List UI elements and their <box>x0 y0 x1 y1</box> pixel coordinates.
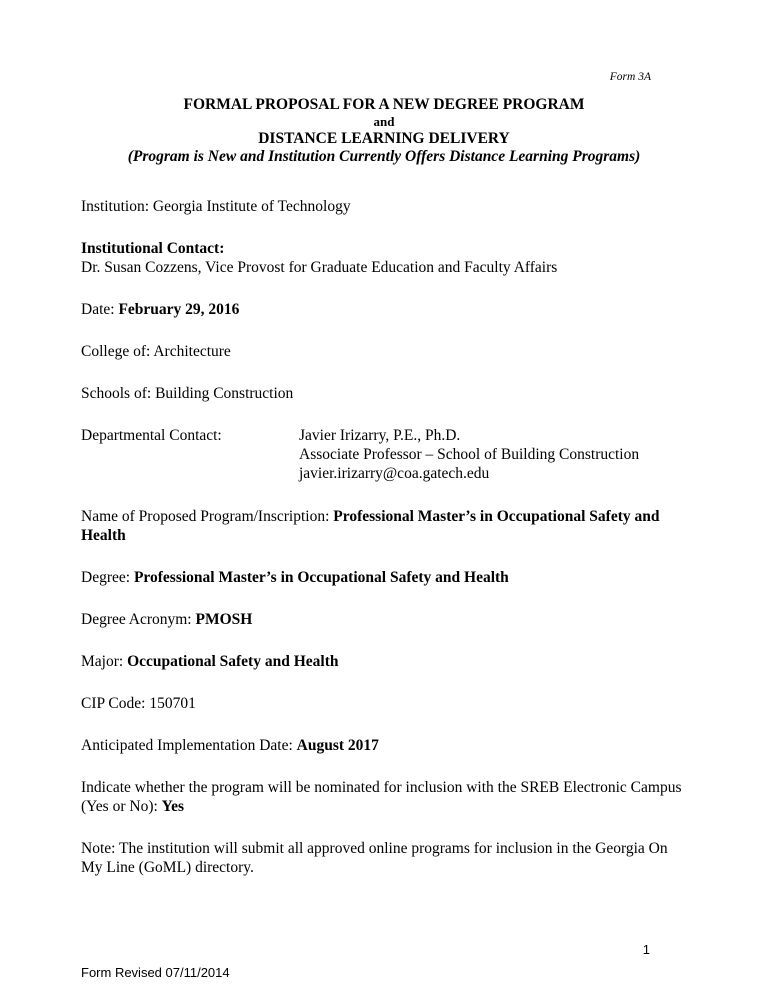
major-label: Major: <box>81 653 124 670</box>
cip-label: CIP Code: <box>81 695 146 712</box>
cip-field <box>81 694 681 713</box>
program-name-value-line1: Professional Master’s in Occupational Safety and <box>333 508 660 525</box>
departmental-contact-email: javier.irizarry@coa.gatech.edu <box>299 465 490 482</box>
date-field <box>81 300 681 319</box>
implementation-label: Anticipated Implementation Date: <box>81 737 293 754</box>
degree-field <box>81 568 681 587</box>
degree-label: Degree: <box>81 569 131 586</box>
title-line-2: and <box>373 114 395 129</box>
institutional-contact-label: Institutional Contact: <box>81 240 225 257</box>
implementation-field <box>81 736 681 755</box>
major-field <box>81 652 681 671</box>
institution-field <box>81 197 681 216</box>
degree-value: Professional Master’s in Occupational Safety and Health <box>133 569 509 586</box>
date-label: Date: <box>81 301 115 318</box>
major-value: Occupational Safety and Health <box>127 653 339 670</box>
schools-value: Building Construction <box>155 385 294 402</box>
institution-label: Institution: <box>81 198 150 215</box>
page-number: 1 <box>642 942 650 957</box>
institution-value: Georgia Institute of Technology <box>152 198 351 215</box>
program-name-value-line2: Health <box>81 527 126 544</box>
acronym-value: PMOSH <box>195 611 253 628</box>
acronym-field <box>81 610 681 629</box>
institutional-contact-value: Dr. Susan Cozzens, Vice Provost for Graduate Education and Faculty Affairs <box>81 259 558 276</box>
sreb-text-line1: Indicate whether the program will be nominated for inclusion with the SREB Electronic Campus <box>81 779 682 796</box>
acronym-label: Degree Acronym: <box>81 611 192 628</box>
departmental-contact-title: Associate Professor – School of Building Construction <box>299 446 640 463</box>
college-label: College of: <box>81 343 151 360</box>
note-line1: Note: The institution will submit all approved online programs for inclusion in the Georgia On <box>81 840 668 857</box>
cip-value: 150701 <box>149 695 196 712</box>
college-value: Architecture <box>153 343 231 360</box>
title-line-3: DISTANCE LEARNING DELIVERY <box>258 130 510 147</box>
note-field <box>81 839 701 877</box>
form-label: Form 3A <box>609 71 651 83</box>
institutional-contact-field <box>81 239 681 277</box>
college-field <box>81 342 681 361</box>
document-title <box>0 96 768 166</box>
program-name-field <box>81 507 681 545</box>
sreb-field <box>81 778 701 816</box>
schools-field <box>81 384 681 403</box>
sreb-value: Yes <box>161 798 185 815</box>
form-revised-footer: Form Revised 07/11/2014 <box>81 965 230 980</box>
program-name-label: Name of Proposed Program/Inscription: <box>81 508 330 525</box>
departmental-contact-details <box>299 426 639 483</box>
departmental-contact-label: Departmental Contact: <box>81 427 222 444</box>
sreb-text-line2: (Yes or No): <box>81 798 158 815</box>
date-value: February 29, 2016 <box>118 301 240 318</box>
note-line2: My Line (GoML) directory. <box>81 859 254 876</box>
title-subtitle: (Program is New and Institution Currently Offers Distance Learning Programs) <box>127 148 641 165</box>
implementation-value: August 2017 <box>296 737 379 754</box>
title-line-1: FORMAL PROPOSAL FOR A NEW DEGREE PROGRAM <box>183 96 585 113</box>
schools-label: Schools of: <box>81 385 152 402</box>
departmental-contact-name: Javier Irizarry, P.E., Ph.D. <box>299 427 461 444</box>
